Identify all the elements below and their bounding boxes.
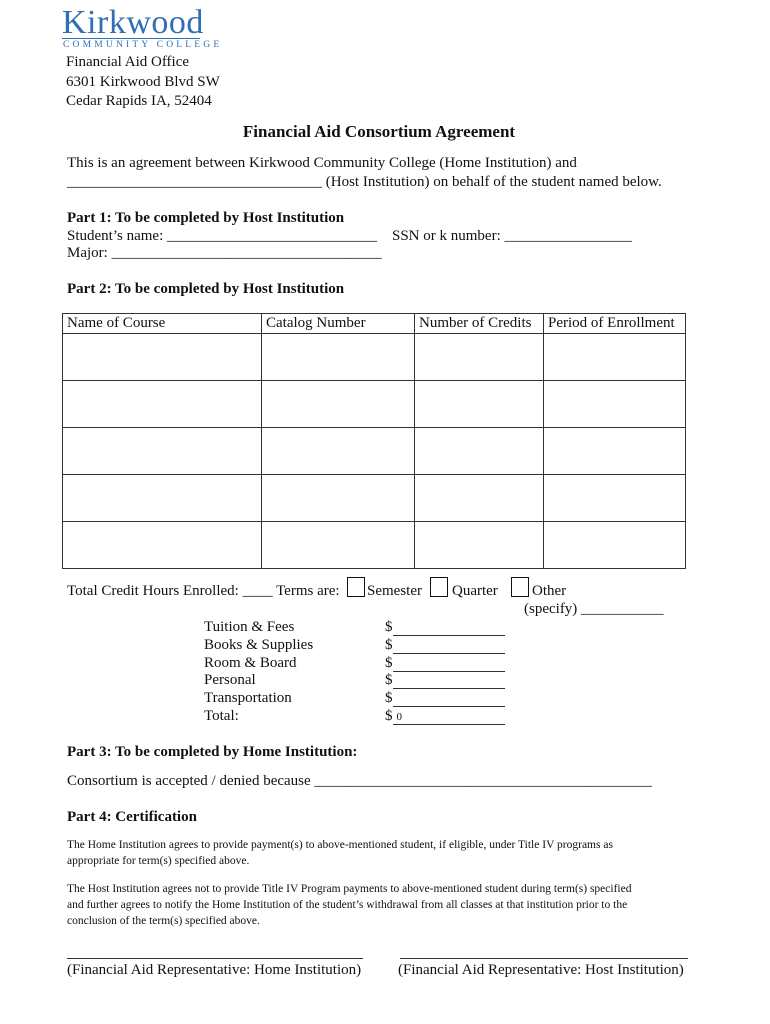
period-cell[interactable] xyxy=(544,334,686,381)
credits-cell[interactable] xyxy=(415,522,544,569)
semester-checkbox[interactable] xyxy=(347,577,365,597)
table-header-row xyxy=(63,314,686,334)
amount-line xyxy=(393,658,505,672)
credits-cell[interactable] xyxy=(415,475,544,522)
period-cell[interactable] xyxy=(544,381,686,428)
col-number-of-credits: Number of Credits xyxy=(415,314,544,334)
transportation-label: Transportation xyxy=(204,690,292,706)
host-representative-label: (Financial Aid Representative: Host Institution) xyxy=(398,962,684,978)
amount-line xyxy=(393,640,505,654)
catalog-number-cell[interactable] xyxy=(262,475,415,522)
period-cell[interactable] xyxy=(544,522,686,569)
books-supplies-amount[interactable] xyxy=(385,636,505,654)
transportation-amount[interactable] xyxy=(385,689,505,707)
part1-heading: Part 1: To be completed by Host Institution xyxy=(67,210,345,226)
table-row xyxy=(63,428,686,475)
part3-heading: Part 3: To be completed by Home Institution: xyxy=(67,744,358,760)
intro-line-1: This is an agreement between Kirkwood Community College (Home Institution) and xyxy=(67,155,577,171)
consortium-decision-field[interactable]: Consortium is accepted / denied because _____________________________________________ xyxy=(67,773,652,789)
amount-line xyxy=(393,622,505,636)
course-name-cell[interactable] xyxy=(63,522,262,569)
other-label: Other xyxy=(532,583,567,599)
total-label: Total: xyxy=(204,708,239,724)
certification-home-line-1: The Home Institution agrees to provide payment(s) to above-mentioned student, if eligible, under Title IV programs as xyxy=(67,839,613,851)
total-amount[interactable] xyxy=(385,707,505,725)
course-name-cell[interactable] xyxy=(63,475,262,522)
catalog-number-cell[interactable] xyxy=(262,428,415,475)
tuition-fees-label: Tuition & Fees xyxy=(204,619,295,635)
kirkwood-logo-subtitle: COMMUNITY COLLEGE xyxy=(63,40,223,50)
credits-cell[interactable] xyxy=(415,428,544,475)
student-name-field[interactable]: Student’s name: ____________________________ xyxy=(67,228,377,244)
address-line-1: Financial Aid Office xyxy=(66,54,190,70)
currency-symbol: $ xyxy=(385,690,393,706)
currency-symbol: $ xyxy=(385,655,393,671)
col-period-of-enrollment: Period of Enrollment xyxy=(544,314,686,334)
books-supplies-label: Books & Supplies xyxy=(204,637,314,653)
catalog-number-cell[interactable] xyxy=(262,522,415,569)
certification-host-line-2: and further agrees to notify the Home Institution of the student’s withdrawal from all classes at that institution prior to the xyxy=(67,899,628,911)
address-line-3: Cedar Rapids IA, 52404 xyxy=(66,93,212,109)
currency-symbol: $ xyxy=(385,637,393,653)
table-row xyxy=(63,475,686,522)
certification-host-line-3: conclusion of the term(s) specified above. xyxy=(67,915,260,927)
semester-label: Semester xyxy=(367,583,422,599)
room-board-label: Room & Board xyxy=(204,655,297,671)
table-row xyxy=(63,522,686,569)
period-cell[interactable] xyxy=(544,475,686,522)
tuition-fees-amount[interactable] xyxy=(385,618,505,636)
document-title: Financial Aid Consortium Agreement xyxy=(242,122,516,141)
personal-label: Personal xyxy=(204,672,256,688)
amount-line xyxy=(393,693,505,707)
currency-symbol: $ xyxy=(385,672,393,688)
kirkwood-logo-name: Kirkwood xyxy=(62,4,204,41)
part2-heading: Part 2: To be completed by Host Institution xyxy=(67,281,345,297)
part4-heading: Part 4: Certification xyxy=(67,809,197,825)
home-signature-line[interactable] xyxy=(67,958,363,959)
course-name-cell[interactable] xyxy=(63,334,262,381)
course-name-cell[interactable] xyxy=(63,381,262,428)
courses-table xyxy=(62,313,686,569)
currency-symbol: $ xyxy=(385,708,393,724)
amount-line xyxy=(393,675,505,689)
catalog-number-cell[interactable] xyxy=(262,334,415,381)
major-field[interactable]: Major: ____________________________________ xyxy=(67,245,382,261)
host-signature-line[interactable] xyxy=(400,958,688,959)
period-cell[interactable] xyxy=(544,428,686,475)
other-specify-field[interactable]: (specify) ___________ xyxy=(524,601,664,617)
certification-home-line-2: appropriate for term(s) specified above. xyxy=(67,855,250,867)
total-credit-hours-field[interactable]: Total Credit Hours Enrolled: ____ Terms are: xyxy=(67,583,340,599)
other-checkbox[interactable] xyxy=(511,577,529,597)
catalog-number-cell[interactable] xyxy=(262,381,415,428)
table-row xyxy=(63,381,686,428)
room-board-amount[interactable] xyxy=(385,654,505,672)
col-catalog-number: Catalog Number xyxy=(262,314,415,334)
home-representative-label: (Financial Aid Representative: Home Institution) xyxy=(67,962,362,978)
col-name-of-course: Name of Course xyxy=(63,314,262,334)
quarter-checkbox[interactable] xyxy=(430,577,448,597)
total-value: 0 xyxy=(393,711,505,725)
course-name-cell[interactable] xyxy=(63,428,262,475)
currency-symbol: $ xyxy=(385,619,393,635)
table-row xyxy=(63,334,686,381)
personal-amount[interactable] xyxy=(385,671,505,689)
ssn-field[interactable]: SSN or k number: _________________ xyxy=(392,228,632,244)
certification-host-line-1: The Host Institution agrees not to provide Title IV Program payments to above-mentioned student during term(s) specified xyxy=(67,883,632,895)
intro-line-2[interactable]: __________________________________ (Host Institution) on behalf of the student named below. xyxy=(67,174,662,190)
credits-cell[interactable] xyxy=(415,334,544,381)
address-line-2: 6301 Kirkwood Blvd SW xyxy=(66,74,220,90)
credits-cell[interactable] xyxy=(415,381,544,428)
quarter-label: Quarter xyxy=(452,583,498,599)
